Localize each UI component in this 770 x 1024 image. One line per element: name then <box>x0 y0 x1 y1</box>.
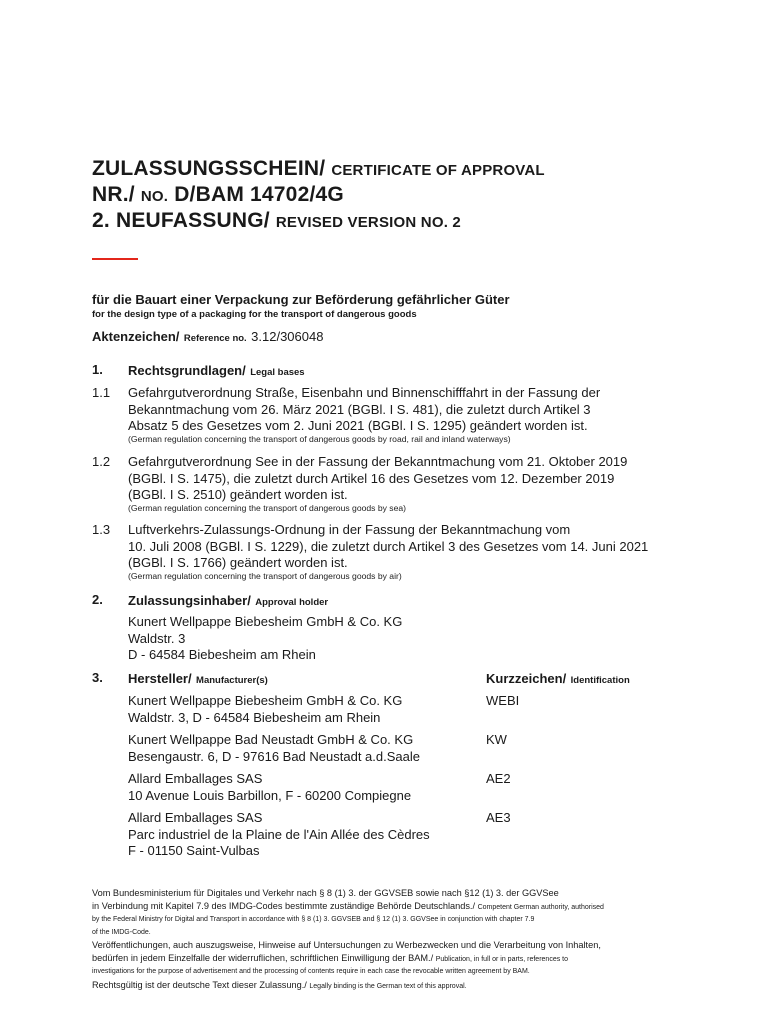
footer-line: by the Federal Ministry for Digital and Transport in accordance with § 8 (1) 3. GGVSEB and § 12 (1) 3. GGVSee in conjunction with chapter 7.9 <box>92 916 535 923</box>
footer-text: Rechtsgültig ist der deutsche Text dieser Zulassung./ <box>92 979 307 990</box>
text-line: Absatz 5 des Gesetzes vom 2. Juni 2021 (BGBl. I S. 1295) geändert worden ist. <box>128 418 588 433</box>
manufacturer-3 <box>128 771 411 804</box>
manufacturer-4-code: AE3 <box>486 810 511 825</box>
item-1-1-text <box>128 385 600 435</box>
manufacturer-3-code: AE2 <box>486 771 511 786</box>
holder-street: Waldstr. 3 <box>128 630 186 646</box>
title-line-3 <box>92 209 461 233</box>
reference-label-en: Reference no. <box>183 333 247 344</box>
accent-divider <box>92 258 138 260</box>
footer-line: investigations for the purpose of advertisement and the processing of contents require in each case the revocable written agreement by BAM. <box>92 968 530 975</box>
approval-holder-address <box>128 614 402 664</box>
text-line: Bekanntmachung vom 26. März 2021 (BGBl. I S. 481), die zuletzt durch Artikel 3 <box>128 401 591 417</box>
footer-text: in Verbindung mit Kapitel 7.9 des IMDG-Codes bestimmte zuständige Behörde Deutschlands./ <box>92 900 476 911</box>
holder-city: D - 64584 Biebesheim am Rhein <box>128 647 316 662</box>
manufacturer-name: Allard Emballages SAS <box>128 810 263 825</box>
section-3-number: 3. <box>92 670 103 685</box>
item-1-1-note: (German regulation concerning the transport of dangerous goods by road, rail and inland waterways) <box>128 434 511 444</box>
text-line: (BGBl. I S. 1475), die zuletzt durch Artikel 16 des Gesetzes vom 12. Dezember 2019 <box>128 470 615 486</box>
text-line: Gefahrgutverordnung See in der Fassung der Bekanntmachung vom 21. Oktober 2019 <box>128 454 628 469</box>
reference <box>92 328 323 346</box>
section-2-number: 2. <box>92 592 103 607</box>
section-3-heading <box>128 670 268 688</box>
section-1-heading <box>128 362 305 380</box>
text-line: 10. Juli 2008 (BGBl. I S. 1229), die zuletzt durch Artikel 3 des Gesetzes vom 14. Juni 2021 <box>128 538 649 554</box>
footer-line: of the IMDG-Code. <box>92 928 151 936</box>
revision-de: 2. NEUFASSUNG/ <box>92 209 270 232</box>
manufacturer-address: Besengaustr. 6, D - 97616 Bad Neustadt a.d.Saale <box>128 748 420 764</box>
identification-title: Kurzzeichen/ <box>486 671 567 686</box>
manufacturer-name: Kunert Wellpappe Biebesheim GmbH & Co. KG <box>128 693 403 708</box>
item-1-1-number: 1.1 <box>92 385 111 400</box>
manufacturer-address: Waldstr. 3, D - 64584 Biebesheim am Rhein <box>128 709 381 725</box>
item-1-2-text <box>128 454 627 504</box>
section-1-title-en: Legal bases <box>250 367 305 378</box>
footer-line: Vom Bundesministerium für Digitales und Verkehr nach § 8 (1) 3. der GGVSEB sowie nach §12 (1) 3. der GGVSee <box>92 888 559 898</box>
footer-notes <box>92 887 604 993</box>
manufacturer-address: Parc industriel de la Plaine de l'Ain Allée des Cèdres <box>128 826 430 842</box>
text-line: Luftverkehrs-Zulassungs-Ordnung in der Fassung der Bekanntmachung vom <box>128 522 571 537</box>
section-2-title: Zulassungsinhaber/ <box>128 593 251 608</box>
approval-number: D/BAM 14702/4G <box>174 183 344 206</box>
title-de: ZULASSUNGSSCHEIN/ <box>92 157 326 180</box>
footer-text-en: Publication, in full or in parts, references to <box>435 955 568 963</box>
text-line: (BGBl. I S. 2510) geändert worden ist. <box>128 487 348 502</box>
text-line: Gefahrgutverordnung Straße, Eisenbahn und Binnenschifffahrt in der Fassung der <box>128 385 601 400</box>
manufacturer-city: F - 01150 Saint-Vulbas <box>128 843 260 858</box>
footer-line <box>92 979 604 994</box>
footer-line <box>92 952 604 967</box>
reference-value: 3.12/306048 <box>251 329 324 344</box>
number-label-de: NR./ <box>92 183 135 206</box>
footer-text-en: Competent German authority, authorised <box>477 903 604 911</box>
manufacturer-4 <box>128 810 430 860</box>
number-label-en: NO. <box>140 188 169 205</box>
section-2-heading <box>128 592 328 610</box>
manufacturer-1 <box>128 693 402 726</box>
identification-heading <box>486 670 630 688</box>
section-2-title-en: Approval holder <box>255 597 329 608</box>
manufacturer-2 <box>128 732 420 765</box>
title-line-2 <box>92 183 344 207</box>
section-1-title: Rechtsgrundlagen/ <box>128 363 246 378</box>
item-1-2-note: (German regulation concerning the transport of dangerous goods by sea) <box>128 503 407 513</box>
section-1-number: 1. <box>92 362 103 377</box>
holder-name: Kunert Wellpappe Biebesheim GmbH & Co. KG <box>128 614 403 629</box>
revision-en: REVISED VERSION NO. 2 <box>275 214 461 231</box>
footer-text: bedürfen in jedem Einzelfalle der widerruflichen, schriftlichen Einwilligung der BAM./ <box>92 952 434 963</box>
identification-title-en: Identification <box>570 675 630 686</box>
footer-line: Veröffentlichungen, auch auszugsweise, Hinweise auf Untersuchungen zu Werbezwecken und die Verarbeitung von Inhalten, <box>92 940 601 950</box>
purpose-en: for the design type of a packaging for the transport of dangerous goods <box>92 309 417 320</box>
text-line: (BGBl. I S. 1766) geändert worden ist. <box>128 555 348 570</box>
manufacturer-address: 10 Avenue Louis Barbillon, F - 60200 Compiegne <box>128 787 412 803</box>
manufacturer-name: Allard Emballages SAS <box>128 771 263 786</box>
item-1-2-number: 1.2 <box>92 454 111 469</box>
manufacturer-2-code: KW <box>486 732 507 747</box>
manufacturer-1-code: WEBI <box>486 693 520 708</box>
item-1-3-note: (German regulation concerning the transport of dangerous goods by air) <box>128 571 402 581</box>
purpose-de: für die Bauart einer Verpackung zur Beförderung gefährlicher Güter <box>92 292 510 307</box>
title-line-1 <box>92 157 545 181</box>
item-1-3-number: 1.3 <box>92 522 111 537</box>
title-en: CERTIFICATE OF APPROVAL <box>331 162 545 179</box>
footer-line <box>92 900 604 915</box>
section-3-title-en: Manufacturer(s) <box>196 675 268 686</box>
manufacturer-name: Kunert Wellpappe Bad Neustadt GmbH & Co. KG <box>128 732 414 747</box>
section-3-title: Hersteller/ <box>128 671 192 686</box>
reference-label: Aktenzeichen/ <box>92 329 180 344</box>
item-1-3-text <box>128 522 648 572</box>
footer-text-en: Legally binding is the German text of this approval. <box>309 982 467 990</box>
